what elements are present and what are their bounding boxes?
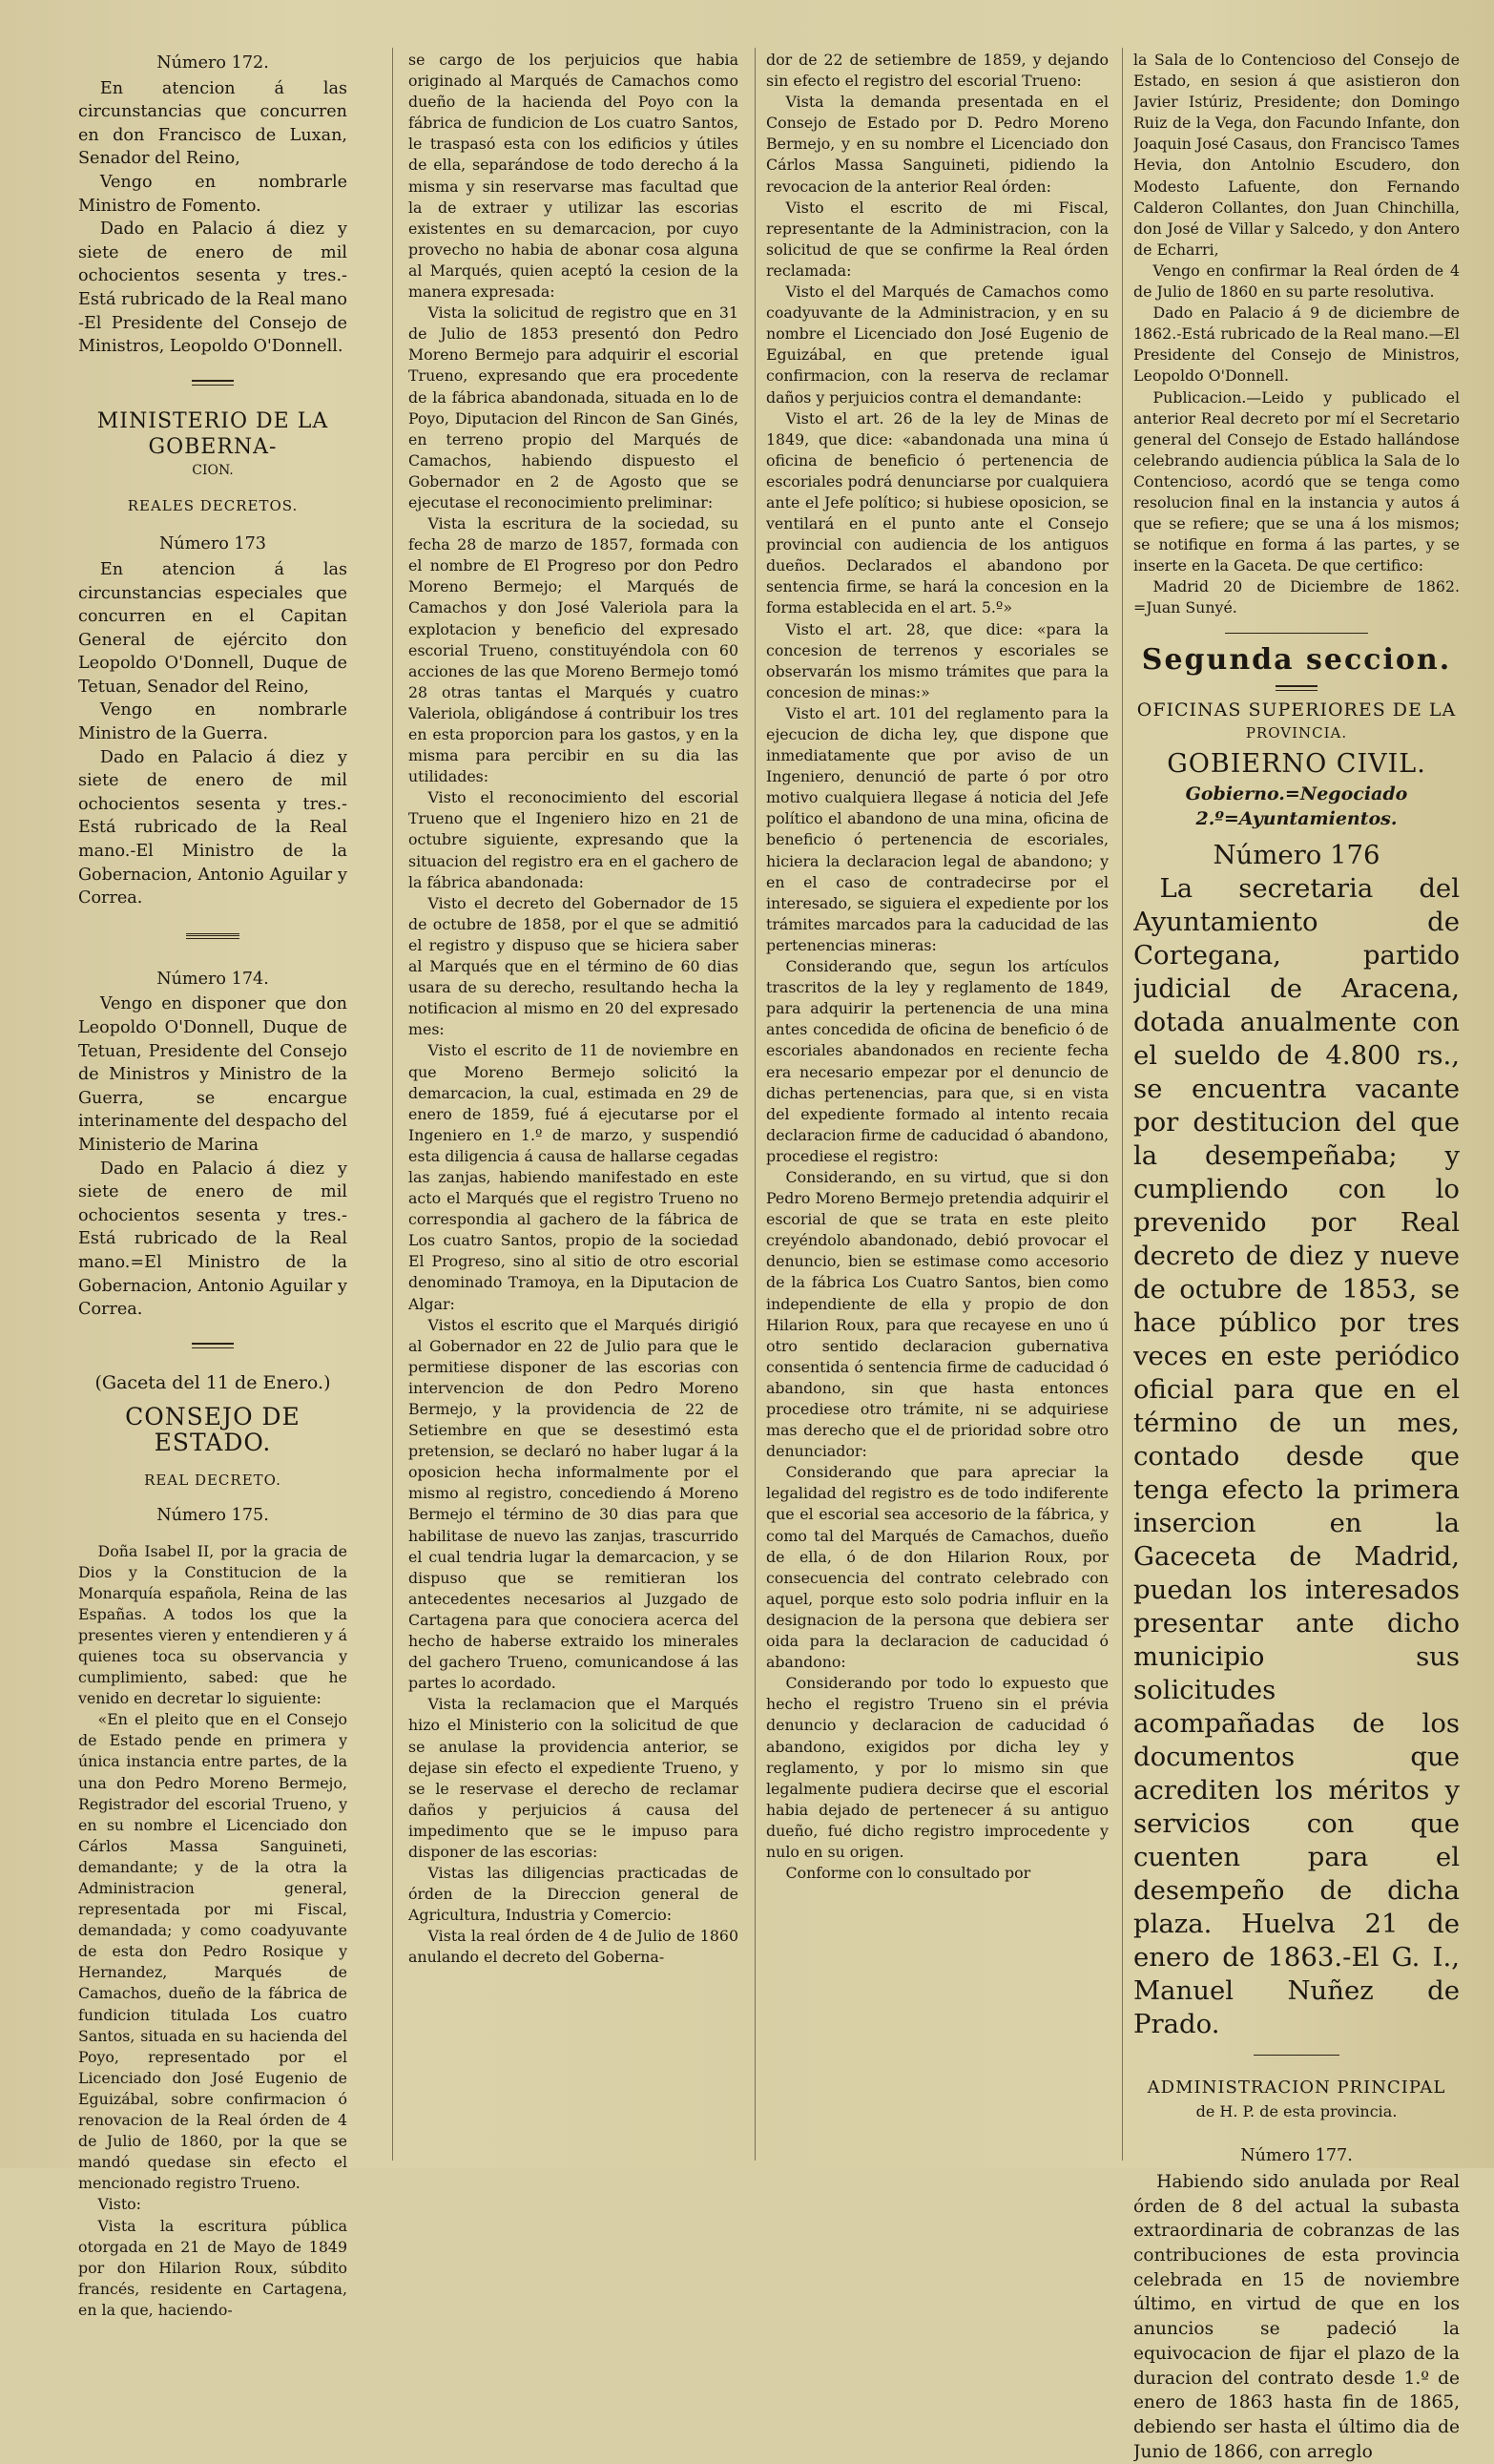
paragraph: En atencion á las circunstancias especiales que concurren en el Capitan General de ejército don Leopoldo O'Donnell, Duque de Tetuan, Senador del Reino, xyxy=(78,559,347,697)
paragraph: Visto: xyxy=(97,2195,142,2214)
separator xyxy=(1254,2055,1339,2056)
column-4 xyxy=(1133,50,1460,2464)
subheading: Gobierno.=Negociado 2.º=Ayuntamientos. xyxy=(1185,783,1408,830)
paragraph: Vengo en confirmar la Real órden de 4 de Julio de 1860 en su parte resolutiva. xyxy=(1133,261,1460,302)
decree-number: Número 175. xyxy=(156,1505,269,1525)
subheading: REALES DECRETOS. xyxy=(127,496,299,514)
paragraph: Vista la escritura pública otorgada en 21 de Mayo de 1849 por don Hilarion Roux, súbdito francés, residente en Cartagena, en la que, haciendo- xyxy=(78,2216,347,2319)
decree-number: Número 172. xyxy=(156,53,269,73)
paragraph: Considerando por todo lo expuesto que hecho el registro Trueno sin el prévia denuncio y declaracion de caducidad ó abandono, exigidos por dicha ley y reglamento, y por lo mismo sin que legalmente pudiera decirse que el escorial habia dejado de pertenecer á su antiguo dueño, fué dicho registro improcedente y nulo en su origen. xyxy=(766,1674,1109,1861)
decree-number: Número 176 xyxy=(1213,840,1380,871)
paragraph: Visto el escrito de 11 de noviembre en que Moreno Bermejo solicitó la demarcacion, la cual, estimada en 29 de enero de 1859, fué á ejecutarse por el Ingeniero en 1.º de marzo, y suspendió esta diligencia á causa de hallarse cegadas las zanjas, habiendo manifestado en este acto el Marqués que el registro Trueno no correspondia al gachero de la fábrica de Los cuatro Santos, propio de la sociedad El Progreso, sino al sitio de otro escorial denominado Tramoya, en la Diputacion de Algar: xyxy=(408,1041,738,1313)
paragraph: Visto el decreto del Gobernador de 15 de octubre de 1858, por el que se admitió el registro y dispuso que se hiciera saber al Marqués que en el término de 60 dias usara de su derecho, resultando hecha la notificacion al mismo en 20 del expresado mes: xyxy=(408,893,738,1039)
separator xyxy=(186,933,239,939)
announcement-text: La secretaria del Ayuntamiento de Cortegana, partido judicial de Aracena, dotada anualmente con el sueldo de 4.800 rs., se encuentra vacante por destitucion del que la desempeñaba; y cumpliendo con lo prevenido por Real decreto de diez y nueve de octubre de 1853, se hace público por tres veces en este periódico oficial para que en el término de un mes, contado desde que tenga efecto la primera insercion en la Gaceceta de Madrid, puedan los interesados presentar ante dicho municipio sus solicitudes acompañadas de los documentos que acrediten los méritos y servicios con que cuenten para el desempeño de dicha plaza. Huelva 21 de enero de 1863.-El G. I., Manuel Nuñez de Prado. xyxy=(1133,873,1460,2040)
column-rule xyxy=(392,48,393,2161)
office-heading-cont: de H. P. de esta provincia. xyxy=(1195,2101,1398,2120)
paragraph: Madrid 20 de Diciembre de 1862. =Juan Sunyé. xyxy=(1133,577,1460,617)
paragraph: Vista la solicitud de registro que en 31 de Julio de 1853 presentó don Pedro Moreno Bermejo para adquirir el escorial Trueno, expresando que era procedente de la fábrica abandonada, situada en lo de Poyo, Diputacion del Rincon de San Ginés, en terreno propio del Marqués de Camachos, habiendo dispuesto el Gobernador en 2 de Agosto que se ejecutase el reconocimiento preliminar: xyxy=(408,303,738,512)
subheading: REAL DECRETO. xyxy=(144,1472,281,1490)
column-rule xyxy=(755,48,756,2161)
section-heading-cont: CION. xyxy=(192,462,234,478)
paragraph: Visto el art. 28, que dice: «para la concesion de terrenos y escoriales se observarán los mismo trámites que para la concesion de minas:» xyxy=(766,619,1109,701)
office-heading: OFICINAS SUPERIORES DE LA xyxy=(1136,699,1457,720)
paragraph: Vengo en nombrarle Ministro de la Guerra. xyxy=(78,700,347,744)
paragraph: Dado en Palacio á diez y siete de enero de mil ochocientos sesenta y tres.-Está rubricado de la Real mano.-El Ministro de la Gobernacion, Antonio Aguilar y Correa. xyxy=(78,747,347,908)
paragraph: Visto el art. 101 del reglamento para la ejecucion de dicha ley, que dispone que inmediatamente que por aviso de un Ingeniero, denunció de parte ó por otro motivo cualquiera llegase á noticia del Jefe político el abandono de una mina, oficina de beneficio ó pertenencia de escoriales, hiciera la declaracion legal de abandono; y en el caso de contradecirse por el interesado, se siguiera el expediente por los trámites marcados para la caducidad de las pertenencias mineras: xyxy=(766,703,1109,954)
paragraph: se cargo de los perjuicios que habia originado al Marqués de Camachos como dueño de la hacienda del Poyo con la fábrica de fundicion de Los cuatro Santos, le traspasó esta con los edificios y útiles de ella, separándose de todo derecho á la misma y sin reservarse mas facultad que la de extraer y utilizar las escorias existentes en su demarcacion, por cuyo provecho no habia de abonar cosa alguna al Marqués, quien aceptó la cesion de la manera expresada: xyxy=(408,51,738,302)
paragraph: Visto el del Marqués de Camachos como coadyuvante de la Administracion, y en su nombre el Licenciado don José Eugenio de Eguizábal, en que pretende igual confirmacion, con la reserva de reclamar daños y perjuicios contra el demandante: xyxy=(766,282,1109,407)
paragraph: Doña Isabel II, por la gracia de Dios y la Constitucion de la Monarquía española, Reina de las Españas. A todos los que la presentes vieren y entendieren y á quienes toca su observancia y cumplimiento, sabed: que he venido en decretar lo siguiente: xyxy=(78,1541,347,1708)
paragraph: «En el pleito que en el Consejo de Estado pende en primera y única instancia entre partes, de la una don Pedro Moreno Bermejo, Registrador del escorial Trueno, y en su nombre el Licenciado don Cárlos Massa Sanguineti, demandante; y de la otra la Administracion general, representada por mi Fiscal, demandada; y como coadyuvante de esta don Pedro Rosique y Hernandez, Marqués de Camachos, dueño de la fábrica de fundicion titulada Los cuatro Santos, situada en su hacienda del Poyo, representado por el Licenciado don José Eugenio de Eguizábal, sobre confirmacion ó renovacion de la Real órden de 4 de Julio de 1860, por la que se mandó quedase sin efecto el mencionado registro Trueno. xyxy=(78,1710,347,2193)
paragraph: Vista la escritura de la sociedad, su fecha 28 de marzo de 1857, formada con el nombre de El Progreso por don Pedro Moreno Bermejo; el Marqués de Camachos y don José Valeriola para la explotacion y beneficio del expresado escorial Trueno, constituyéndola con 60 acciones de las que Moreno Bermejo tomó 28 otras tantas el Marqués y cuatro Valeriola, obligándose á contribuir los tres en esta proporcion para los gastos, y en la misma para percibir en su dia las utilidades: xyxy=(408,514,738,786)
announcement-text: Habiendo sido anulada por Real órden de 8 del actual la subasta extraordinaria de cobranzas de las contribuciones de esta provincia celebrada en 15 de noviembre último, en virtud de que en los anuncios se padeció la equivocacion de fijar el plazo de la duracion del contrato desde 1.º de enero de 1863 hasta fin de 1865, debiendo ser hasta el último dia de Junio de 1866, con arreglo xyxy=(1133,2171,1460,2462)
paragraph: Vistas las diligencias practicadas de órden de la Direccion general de Agricultura, Industria y Comercio: xyxy=(408,1864,738,1925)
paragraph: Considerando que, segun los artículos trascritos de la ley y reglamento de 1849, para adquirir la pertenencia de una mina antes concedida de oficina de beneficio ó de escoriales abandonados en reciente fecha era necesario empezar por el denuncio de dichas pertenencias, para que, si en vista del expediente formado al intento recaia declaracion firme de caducidad ó abandono, procediese el registro: xyxy=(766,957,1109,1165)
paragraph: dor de 22 de setiembre de 1859, y dejando sin efecto el registro del escorial Trueno: xyxy=(766,51,1109,91)
paragraph: Vista la reclamacion que el Marqués hizo el Ministerio con la solicitud de que se anulase la providencia anterior, se dejase sin efecto el expediente Trueno, y se le reservase el derecho de reclamar daños y perjuicios á causa del impedimento que se le impuso para disponer de las escorias: xyxy=(408,1695,738,1861)
decree-number: Número 177. xyxy=(1240,2146,1353,2166)
separator xyxy=(192,1343,234,1348)
paragraph: Dado en Palacio á diez y siete de enero de mil ochocientos sesenta y tres.-Está rubricado de la Real mano -El Presidente del Consejo de Ministros, Leopoldo O'Donnell. xyxy=(78,219,347,357)
paragraph: Dado en Palacio á diez y siete de enero de mil ochocientos sesenta y tres.-Está rubricado de la Real mano.=El Ministro de la Gobernacion, Antonio Aguilar y Correa. xyxy=(78,1159,347,1320)
separator xyxy=(1276,685,1318,691)
paragraph: Publicacion.—Leido y publicado el anterior Real decreto por mí el Secretario general del Consejo de Estado hallándose celebrando audiencia pública la Sala de lo Contencioso, acordó que se tenga como resolucion final en la instancia y autos á que se refiere; que se una á los mismos; se notifique en forma á las partes, y se inserte en la Gaceta. De que certifico: xyxy=(1133,387,1460,575)
paragraph: Vista la demanda presentada en el Consejo de Estado por D. Pedro Moreno Bermejo, y en su nombre el Licenciado don Cárlos Massa Sanguineti, pidiendo la revocacion de la anterior Real órden: xyxy=(766,93,1109,196)
paragraph: Vista la real órden de 4 de Julio de 1860 anulando el decreto del Goberna- xyxy=(408,1927,738,1967)
decree-number: Número 174. xyxy=(156,969,269,989)
paragraph: Vistos el escrito que el Marqués dirigió al Gobernador en 22 de Julio para que le permitiese disponer de las escorias con intervencion de don Pedro Moreno Bermejo, y la providencia de 22 de Setiembre en que se desestimó esta pretension, se declaró no haber lugar á la oposicion hecha informalmente por el mismo al registro, concediendo á Moreno Bermejo el término de 30 dias para que habilitase de nuevo las zanjas, trascurrido el cual tendria lugar la demarcacion, y se dispuso que se remitieran los antecedentes necesarios al Juzgado de Cartagena para que conociera acerca del hecho de haberse extraido los minerales del gachero Trueno, comunicandose á las partes lo acordado. xyxy=(408,1315,738,1693)
paragraph: Vengo en disponer que don Leopoldo O'Donnell, Duque de Tetuan, Presidente del Consejo de Ministros y Ministro de la Guerra, se encargue interinamente del despacho del Ministerio de Marina xyxy=(78,994,347,1155)
paragraph: Considerando que para apreciar la legalidad del registro es de todo indiferente que el escorial sea accesorio de la fábrica, y como tal del Marqués de Camachos, dueño de ella, ó de don Hilarion Roux, por consecuencia del contrato celebrado con aquel, porque esto solo podria influir en la designacion de la persona que debiera ser oida para la declaracion de caducidad ó abandono: xyxy=(766,1463,1109,1672)
paragraph: Visto el art. 26 de la ley de Minas de 1849, que dice: «abandonada una mina ú oficina de beneficio ó pertenencia de escoriales podrá denunciarse por cualquiera ante el Jefe político; si hubiese oposicion, se ventilará en el punto ante el Consejo provincial con audiencia de los antiguos dueños. Declarados el abandono por sentencia firme, se hará la concesion en la forma establecida en el art. 5.º» xyxy=(766,408,1109,617)
paragraph: Visto el escrito de mi Fiscal, representante de la Administracion, con la solicitud de que se confirme la Real órden reclamada: xyxy=(766,198,1109,280)
section-heading: MINISTERIO DE LA GOBERNA- xyxy=(96,408,329,459)
paragraph: Considerando, en su virtud, que si don Pedro Moreno Bermejo pretendia adquirir el escorial de que se trata en este pleito creyéndolo abandonado, debió provocar el denuncio, bien se estimase como accesorio de la fábrica Los Cuatro Santos, bien como independiente de ella y propio de don Hilarion Roux, para que recayese en uno ú otro sentido declaracion gubernativa consentida ó sentencia firme de caducidad ó abandono, sin que hasta entonces procediese otro trámite, ni se adquiriese mas derecho que el de prioridad sobre otro denunciador: xyxy=(766,1167,1109,1461)
separator xyxy=(1225,633,1368,634)
paragraph: En atencion á las circunstancias que concurren en don Francisco de Luxan, Senador del Reino, xyxy=(78,78,347,169)
column-1 xyxy=(78,50,347,2321)
gazette-date: (Gaceta del 11 de Enero.) xyxy=(94,1371,331,1393)
section-heading: CONSEJO DE ESTADO. xyxy=(125,1403,301,1457)
paragraph: Visto el reconocimiento del escorial Trueno que el Ingeniero hizo en 21 de octubre siguiente, expresando que la situacion del registro era en el gachero de la fábrica abandonada: xyxy=(408,788,738,891)
paragraph: Dado en Palacio á 9 de diciembre de 1862.-Está rubricado de la Real mano.—El Presidente del Consejo de Ministros, Leopoldo O'Donnell. xyxy=(1133,303,1460,386)
column-2 xyxy=(408,50,738,1969)
decree-number: Número 173 xyxy=(159,534,266,554)
column-3 xyxy=(766,50,1109,1884)
paragraph: Conforme con lo consultado por xyxy=(785,1864,1031,1883)
separator xyxy=(192,380,234,386)
paragraph: Vengo en nombrarle Ministro de Fomento. xyxy=(78,172,347,216)
section-heading: Segunda seccion. xyxy=(1141,642,1452,677)
section-heading: GOBIERNO CIVIL. xyxy=(1167,748,1426,779)
office-heading: ADMINISTRACION PRINCIPAL xyxy=(1147,2078,1446,2099)
paragraph: la Sala de lo Contencioso del Consejo de Estado, en sesion á que asistieron don Javier Istúriz, Presidente; don Domingo Ruiz de la Vega, don Facundo Infante, don Joaquin José Casaus, don Francisco Tames Hevia, don Antolnio Escudero, don Modesto Lafuente, don Fernando Calderon Collantes, don Juan Chinchilla, don José de Villar y Salcedo, y don Antero de Echarri, xyxy=(1133,51,1460,259)
office-heading-cont: PROVINCIA. xyxy=(1245,723,1348,741)
column-rule xyxy=(1122,48,1123,2161)
